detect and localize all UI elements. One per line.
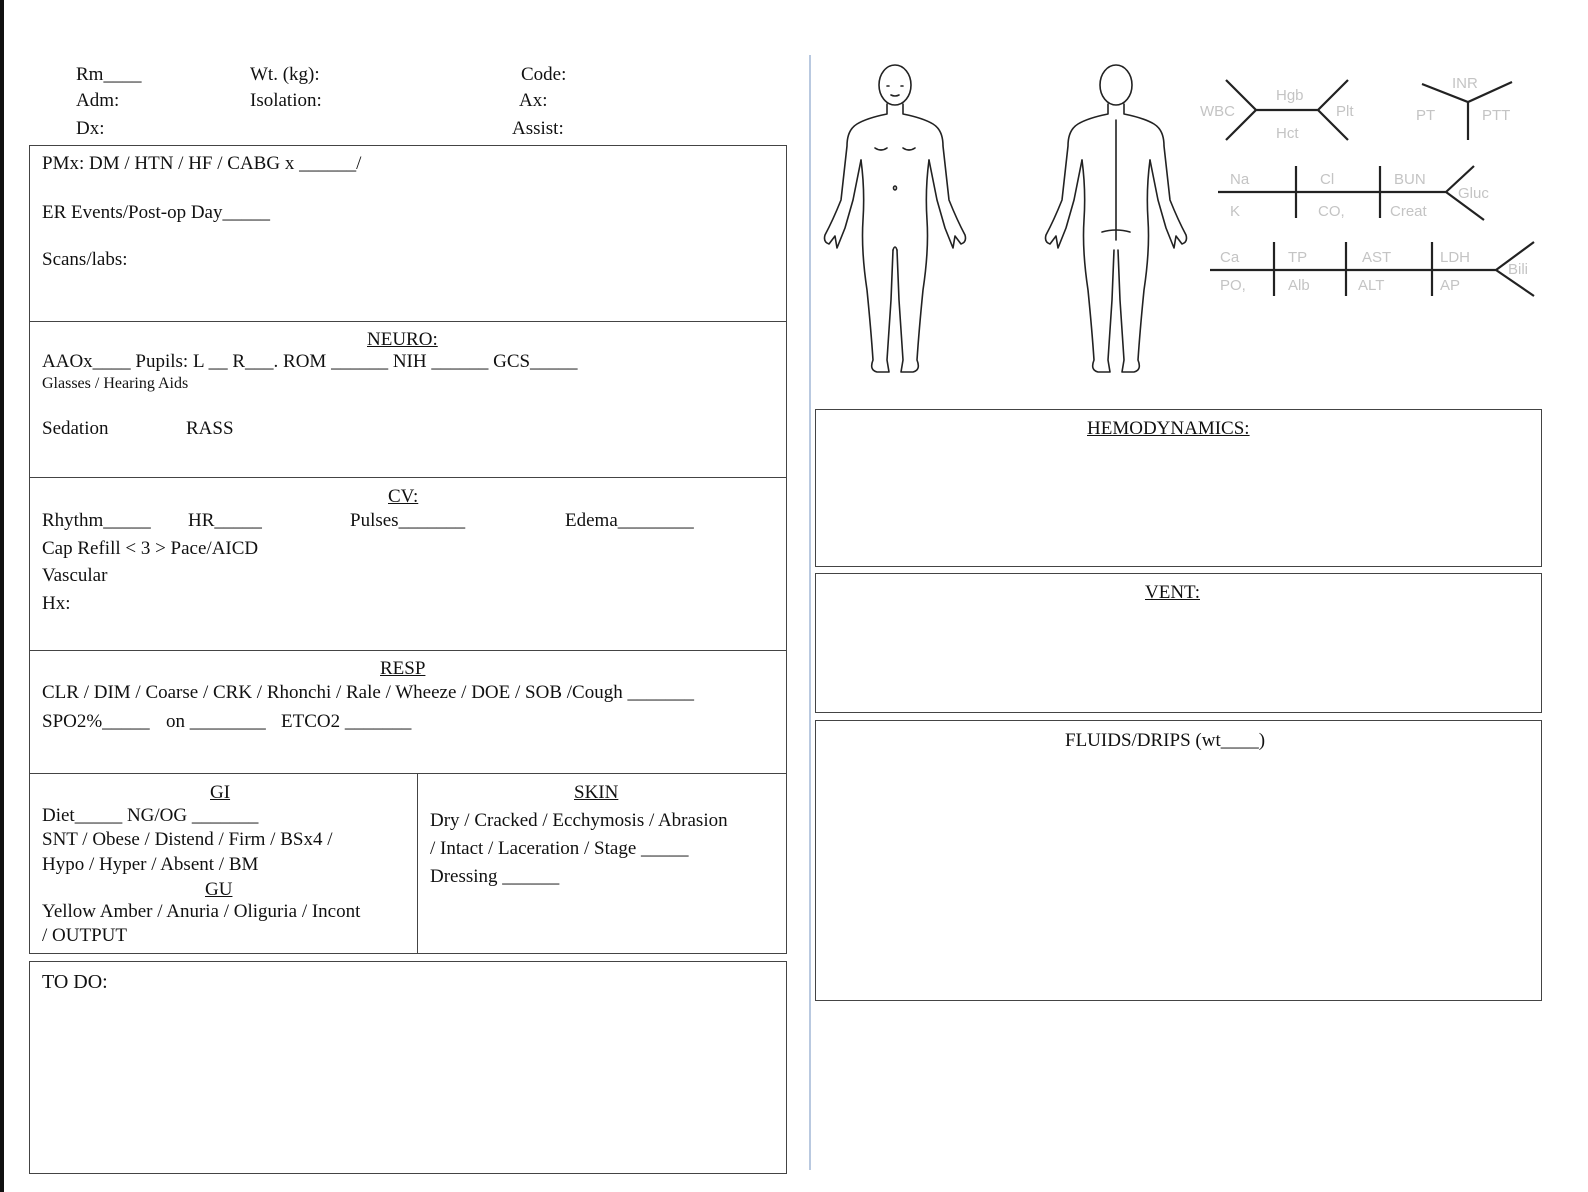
fluids-drips-box[interactable] — [815, 720, 1542, 1001]
spo2-field[interactable]: SPO2%_____ — [42, 711, 150, 732]
er-events-line[interactable]: ER Events/Post-op Day_____ — [42, 202, 270, 223]
fluids-drips-title: FLUIDS/DRIPS (wt____) — [1065, 730, 1266, 751]
alb-label: Alb — [1288, 277, 1310, 294]
skin-line-1[interactable]: Dry / Cracked / Ecchymosis / Abrasion — [430, 810, 728, 831]
cbc-fishbone — [1200, 80, 1354, 142]
pmx-line[interactable]: PMx: DM / HTN / HF / CABG x ______/ — [42, 153, 362, 174]
pulses-field[interactable]: Pulses_______ — [350, 510, 466, 531]
diet-field[interactable]: Diet_____ NG/OG _______ — [42, 805, 259, 826]
assist-field[interactable]: Assist: — [512, 118, 564, 139]
vascular-label[interactable]: Vascular — [42, 565, 108, 586]
cl-label: Cl — [1320, 171, 1335, 188]
gluc-label: Gluc — [1458, 185, 1489, 202]
plt-label: Plt — [1336, 103, 1354, 120]
section-divider — [29, 321, 787, 322]
hx-label[interactable]: Hx: — [42, 593, 71, 614]
section-divider — [29, 477, 787, 478]
pt-label: PT — [1416, 107, 1436, 124]
glasses-hearing-aids[interactable]: Glasses / Hearing Aids — [42, 375, 189, 392]
inr-label: INR — [1452, 75, 1478, 92]
cap-refill-line[interactable]: Cap Refill < 3 > Pace/AICD — [42, 538, 259, 559]
ast-label: AST — [1362, 249, 1392, 266]
k-label: K — [1230, 203, 1241, 220]
resp-findings-line[interactable]: CLR / DIM / Coarse / CRK / Rhonchi / Rale / Wheeze / DOE / SOB /Cough _______ — [42, 682, 694, 703]
ca-label: Ca — [1220, 249, 1240, 266]
gi-line-2[interactable]: SNT / Obese / Distend / Firm / BSx4 / — [42, 829, 333, 850]
weight-field[interactable]: Wt. (kg): — [250, 64, 320, 85]
skin-title: SKIN — [574, 782, 619, 803]
hemodynamics-title: HEMODYNAMICS: — [1087, 418, 1250, 439]
wbc-label: WBC — [1200, 103, 1235, 120]
coag-tree — [1416, 75, 1512, 140]
ax-field[interactable]: Ax: — [519, 90, 548, 111]
isolation-field[interactable]: Isolation: — [250, 90, 322, 111]
neuro-title: NEURO: — [367, 329, 438, 350]
admission-field[interactable]: Adm: — [76, 90, 120, 111]
bun-label: BUN — [1394, 171, 1426, 188]
co2-label: CO, — [1318, 203, 1345, 220]
po4-label: PO, — [1220, 277, 1246, 294]
sedation-label[interactable]: Sedation — [42, 418, 109, 439]
lab-fishbones[interactable] — [1196, 62, 1546, 307]
neuro-line[interactable]: AAOx____ Pupils: L __ R___. ROM ______ NIH ______ GCS_____ — [42, 351, 578, 372]
ptt-label: PTT — [1482, 107, 1511, 124]
todo-label: TO DO: — [42, 971, 108, 993]
na-label: Na — [1230, 171, 1250, 188]
body-back-figure[interactable] — [1036, 60, 1196, 380]
alt-label: ALT — [1358, 277, 1385, 294]
skin-line-2[interactable]: / Intact / Laceration / Stage _____ — [430, 838, 689, 859]
gi-title: GI — [210, 782, 231, 803]
code-field[interactable]: Code: — [521, 64, 567, 85]
hgb-label: Hgb — [1276, 87, 1304, 104]
section-divider — [29, 773, 787, 774]
bmp-fishbone — [1218, 166, 1489, 220]
rhythm-field[interactable]: Rhythm_____ — [42, 510, 151, 531]
rass-label[interactable]: RASS — [186, 418, 234, 439]
gu-line-2[interactable]: / OUTPUT — [42, 925, 127, 946]
gi-line-3[interactable]: Hypo / Hyper / Absent / BM — [42, 854, 259, 875]
edema-field[interactable]: Edema________ — [565, 510, 694, 531]
ldh-label: LDH — [1440, 249, 1471, 266]
gu-title: GU — [205, 879, 233, 900]
todo-box[interactable] — [29, 961, 787, 1174]
creat-label: Creat — [1390, 203, 1427, 220]
hct-label: Hct — [1276, 125, 1299, 142]
page-edge — [0, 0, 4, 1192]
scans-labs-label[interactable]: Scans/labs: — [42, 249, 128, 270]
o2-on-field[interactable]: on ________ — [166, 711, 266, 732]
room-field[interactable]: Rm____ — [76, 64, 142, 85]
gu-line-1[interactable]: Yellow Amber / Anuria / Oliguria / Incont — [42, 901, 361, 922]
dressing-field[interactable]: Dressing ______ — [430, 866, 560, 887]
vent-title: VENT: — [1145, 582, 1200, 603]
tp-label: TP — [1288, 249, 1308, 266]
etco2-field[interactable]: ETCO2 _______ — [281, 711, 412, 732]
diagnosis-field[interactable]: Dx: — [76, 118, 105, 139]
lft-fishbone — [1210, 242, 1534, 296]
body-front-figure[interactable] — [815, 60, 975, 380]
bili-label: Bili — [1508, 261, 1529, 278]
cv-title: CV: — [388, 486, 419, 507]
hr-field[interactable]: HR_____ — [188, 510, 262, 531]
column-divider — [809, 55, 811, 1170]
resp-title: RESP — [380, 658, 426, 679]
gi-skin-divider — [417, 773, 418, 954]
ap-label: AP — [1440, 277, 1461, 294]
section-divider — [29, 650, 787, 651]
